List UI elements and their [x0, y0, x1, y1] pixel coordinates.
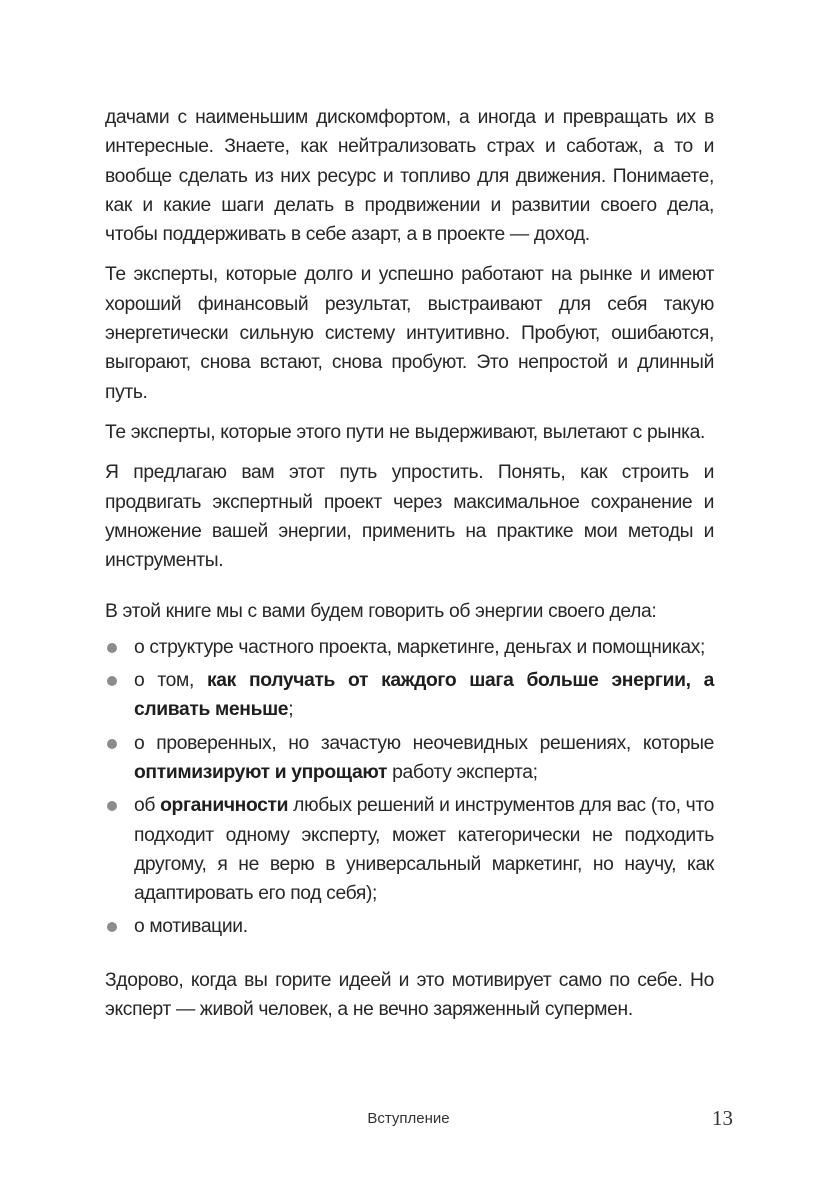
paragraph: Те эксперты, которые долго и успешно работают на рынке и имеют хороший финансовый результат, выстраивают для себя такую энергетически сильную систему интуитивно. Пробуют, ошибаются, выгорают, снова встают, снова пробуют. Это непростой и длинный путь. [105, 264, 714, 403]
bullet-icon [107, 739, 117, 749]
bullet-icon [107, 643, 117, 653]
list-item-text: о том, [134, 670, 207, 692]
list-item [105, 912, 714, 941]
list-item [105, 666, 714, 725]
bullet-list [105, 633, 714, 942]
list-item [105, 791, 714, 908]
paragraph: Я предлагаю вам этот путь упростить. Понять, как строить и продвигать экспертный проект через максимальное сохранение и умножение вашей энергии, применить на практике мои методы и инструменты. [105, 462, 714, 572]
paragraph: Те эксперты, которые этого пути не выдерживают, вылетают с рынка. [105, 421, 706, 443]
list-item-text: о структуре частного проекта, маркетинге, деньгах и помощниках; [134, 636, 706, 658]
list-item-emphasis: органичности [160, 795, 289, 817]
list-intro: В этой книге мы с вами будем говорить об энергии своего дела: [105, 601, 657, 623]
bullet-icon [107, 922, 117, 932]
list-item-text: о мотивации. [134, 916, 248, 938]
list-item-emphasis: оптимизируют и упрощают [134, 761, 388, 783]
list-item [105, 633, 714, 662]
list-item-text: любых решений и инструментов для вас (то, что подходит одному эксперту, может категорически не подходить другому, я не верю в универсальный маркетинг, но научу, как адаптировать его под себя); [134, 795, 714, 905]
list-item-text: о проверенных, но зачастую неочевидных решениях, которые [134, 732, 714, 754]
list-item-text: об [134, 795, 161, 817]
paragraph: Здорово, когда вы горите идеей и это мотивирует само по себе. Но эксперт — живой человек, а не вечно заряженный супермен. [105, 969, 714, 1021]
bullet-icon [107, 676, 117, 686]
bullet-icon [107, 801, 117, 811]
list-item-text: ; [288, 699, 294, 721]
page-body [105, 103, 714, 1024]
running-footer-title: Вступление [367, 1110, 450, 1127]
paragraph: дачами с наименьшим дискомфортом, а иногда и превращать их в интересные. Знаете, как нейтрализовать страх и саботаж, а то и вообще сделать из них ресурс и топливо для движения. Понимаете, как и какие шаги делать в продвижении и развитии своего дела, чтобы поддерживать в себе азарт, а в проекте — доход. [105, 107, 714, 246]
list-item [105, 729, 714, 788]
list-item-text: работу эксперта; [387, 761, 538, 783]
page-number: 13 [712, 1106, 733, 1130]
list-item-emphasis: как получать от каждого шага больше энергии, а сливать меньше [134, 670, 714, 721]
